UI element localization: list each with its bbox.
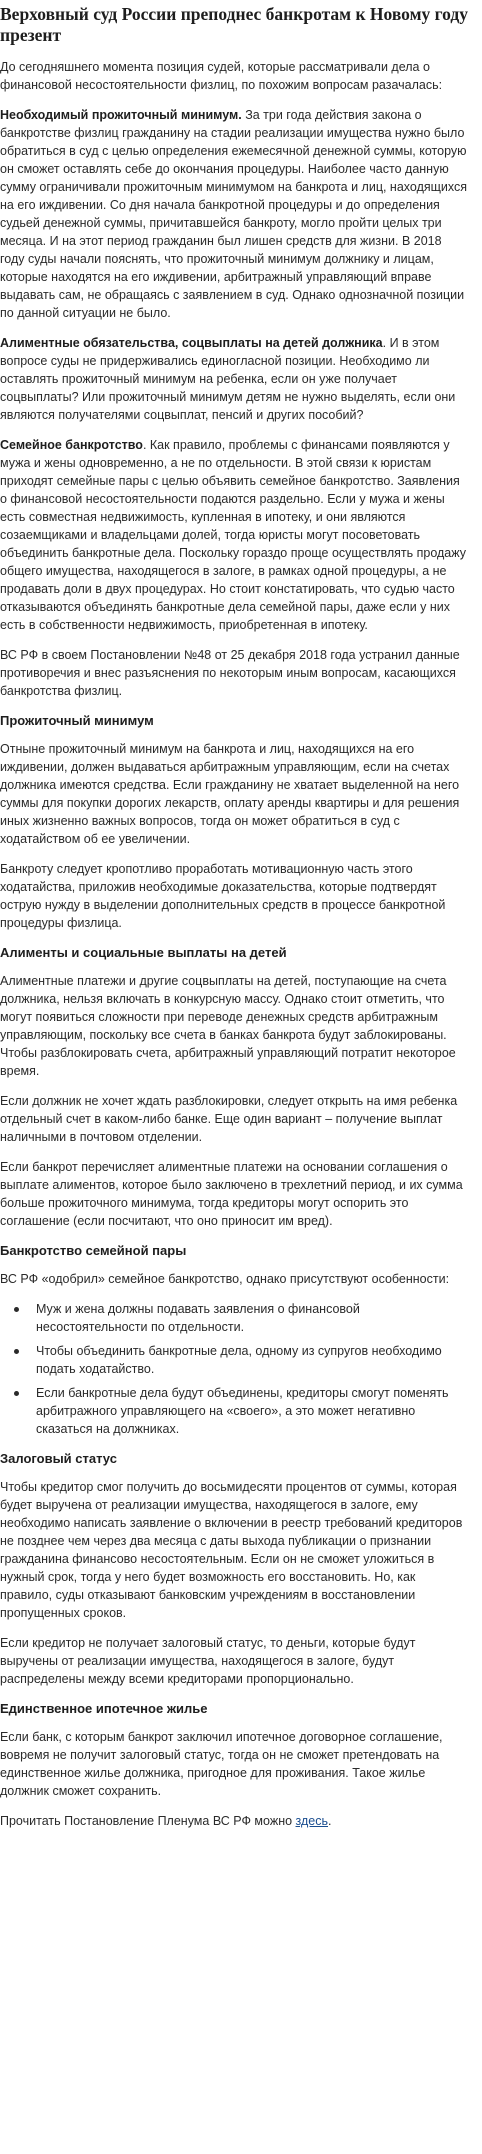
section-paragraph: Алиментные платежи и другие соцвыплаты на детей, поступающие на счета должника, нельзя включать в конкурсную массу. Однако стоит отметить, что могут появиться сложности при переводе денежных средств арбитражным управляющим, поскольку все счета в банках банкрота будут заблокированы. Чтобы разблокировать счета, арбитражный управляющий потратит некоторое время.: [0, 974, 456, 1078]
point-family: [0, 436, 468, 634]
source-link[interactable]: здесь: [295, 1814, 328, 1828]
list-item: [0, 1342, 468, 1378]
footer-text: Прочитать Постановление Пленума ВС РФ можно: [0, 1814, 296, 1828]
section-paragraph: Банкроту следует кропотливо проработать мотивационную часть этого ходатайства, приложив необходимые доказательства, которые подтвердят острую нужду в выделении дополнительных средств в процессе банкротной процедуры физлица.: [0, 862, 446, 930]
list-item-text: Если банкротные дела будут объединены, кредиторы смогут поменять арбитражного управляющего на «своего», а это может негативно сказаться на должниках.: [36, 1386, 449, 1436]
point-subsistence: [0, 106, 468, 322]
section-paragraph: Если банкрот перечисляет алиментные платежи на основании соглашения о выплате алиментов, которое было заключено в трехлетний период, и их сумма больше прожиточного минимума, тогда кредиторы могут оспорить это соглашение (если посчитают, что оно приносит им вред).: [0, 1160, 463, 1228]
bullet-icon: [14, 1391, 19, 1396]
point-alimony: [0, 334, 468, 424]
decision-paragraph: ВС РФ в своем Постановлении №48 от 25 декабря 2018 года устранил данные противоречия и внес разъяснения по некоторым иным вопросам, касающихся банкротства физлиц.: [0, 648, 460, 698]
point-lead: Необходимый прожиточный минимум.: [0, 108, 242, 122]
section-heading-alimony: Алименты и социальные выплаты на детей: [0, 945, 287, 960]
list-item-text: Муж и жена должны подавать заявления о финансовой несостоятельности по отдельности.: [36, 1302, 360, 1334]
list-item: [0, 1384, 468, 1438]
section-paragraph: Чтобы кредитор смог получить до восьмидесяти процентов от суммы, которая будет выручена от реализации имущества, находящегося в залоге, ему необходимо написать заявление о включении в реестр требований кредиторов не позднее чем через два месяца с даты выхода публикации о признании гражданина финансово несостоятельным. Если он не сможет уложиться в нужный срок, тогда у него будет возможность его восстановить. Но, как правило, суды отказывают банковским учреждениям в восстановлении пропущенных сроков.: [0, 1480, 463, 1620]
section-heading-mortgage-housing: Единственное ипотечное жилье: [0, 1701, 208, 1716]
bullet-icon: [14, 1349, 19, 1354]
point-text: . Как правило, проблемы с финансами появляются у мужа и жены одновременно, а не по отдельности. В этой связи к юристам приходят семейные пары с целью объявить семейное банкротство. Заявления о финансовой несостоятельности подаются раздельно. Если у мужа и жены есть совместная недвижимость, купленная в ипотеку, и они являются созаемщиками и владельцами долей, тогда юристы могут посоветовать объединить банкротные дела. Поскольку гораздо проще осуществлять продажу общего имущества, находящегося в залоге, в рамках одной процедуры, а не продавать доли в двух процедурах. Но стоит констатировать, что судью часто отказываются объединять банкротные дела семейной пары, даже если у них есть в собственности недвижимость, приобретенная в ипотеку.: [0, 438, 467, 632]
section-paragraph: Если банк, с которым банкрот заключил ипотечное договорное соглашение, вовремя не получит залоговый статус, тогда он не сможет претендовать на единственное жилье должника, пригодное для проживания. Такое жилье должник сможет сохранить.: [0, 1730, 443, 1798]
point-text: . И в этом вопросе суды не придерживались единогласной позиции. Необходимо ли оставлять прожиточный минимум на ребенка, если он уже получает соцвыплаты? Или прожиточный минимум детям не нужно выделять, если они являются получателями соцвыплат, пенсий и других пособий?: [0, 336, 456, 422]
list-item: [0, 1300, 468, 1336]
footer-paragraph: [0, 1812, 468, 1830]
point-lead: Алиментные обязательства, соцвыплаты на детей должника: [0, 336, 383, 350]
family-features-list: [0, 1300, 468, 1438]
article-title: Верховный суд России преподнес банкротам к Новому году презент: [0, 4, 468, 45]
section-paragraph: ВС РФ «одобрил» семейное банкротство, однако присутствуют особенности:: [0, 1272, 450, 1286]
section-heading-family-bankruptcy: Банкротство семейной пары: [0, 1243, 187, 1258]
section-paragraph: Отныне прожиточный минимум на банкрота и лиц, находящихся на его иждивении, должен выдаваться арбитражным управляющим, если на счетах должника имеются средства. Если гражданину не хватает выделенной на него суммы для покупки дорогих лекарств, оплату аренды квартиры и для решения иных жизненно важных вопросов, тогда он может обратиться в суд с ходатайством об ее увеличении.: [0, 742, 460, 846]
section-heading-subsistence: Прожиточный минимум: [0, 713, 154, 728]
point-lead: Семейное банкротство: [0, 438, 143, 452]
footer-end: .: [328, 1814, 332, 1828]
intro-paragraph: До сегодняшнего момента позиция судей, которые рассматривали дела о финансовой несостоятельности физлиц, по похожим вопросам разачалась:: [0, 60, 443, 92]
list-item-text: Чтобы объединить банкротные дела, одному из супругов необходимо подать ходатайство.: [36, 1344, 442, 1376]
section-paragraph: Если должник не хочет ждать разблокировки, следует открыть на имя ребенка отдельный счет в каком-либо банке. Еще один вариант – получение выплат наличными в почтовом отделении.: [0, 1094, 458, 1144]
section-paragraph: Если кредитор не получает залоговый статус, то деньги, которые будут выручены от реализации имущества, находящегося в залоге, будут распределены между всеми кредиторами пропорционально.: [0, 1636, 416, 1686]
section-heading-pledge: Залоговый статус: [0, 1451, 117, 1466]
bullet-icon: [14, 1307, 19, 1312]
point-text: За три года действия закона о банкротстве физлиц гражданину на стадии реализации имущества нужно было обратиться в суд с целью определения ежемесячной денежной суммы, которую он сможет оставлять себе до окончания процедуры. Наиболее часто данную сумму ограничивали прожиточным минимумом на банкрота и лиц, находящихся на его иждивении. Со дня начала банкротной процедуры и до определения судьей денежной суммы, причитавшейся банкроту, могло пройти целых три месяца. И на этот период гражданин был лишен средств для жизни. В 2018 году суды начали пояснять, что прожиточный минимум должнику и лицам, которые находятся на его иждивении, арбитражный управляющий вправе выдавать сам, не обращаясь с заявлением в суд. Однако однозначной позиции по данной ситуации не было.: [0, 108, 468, 320]
